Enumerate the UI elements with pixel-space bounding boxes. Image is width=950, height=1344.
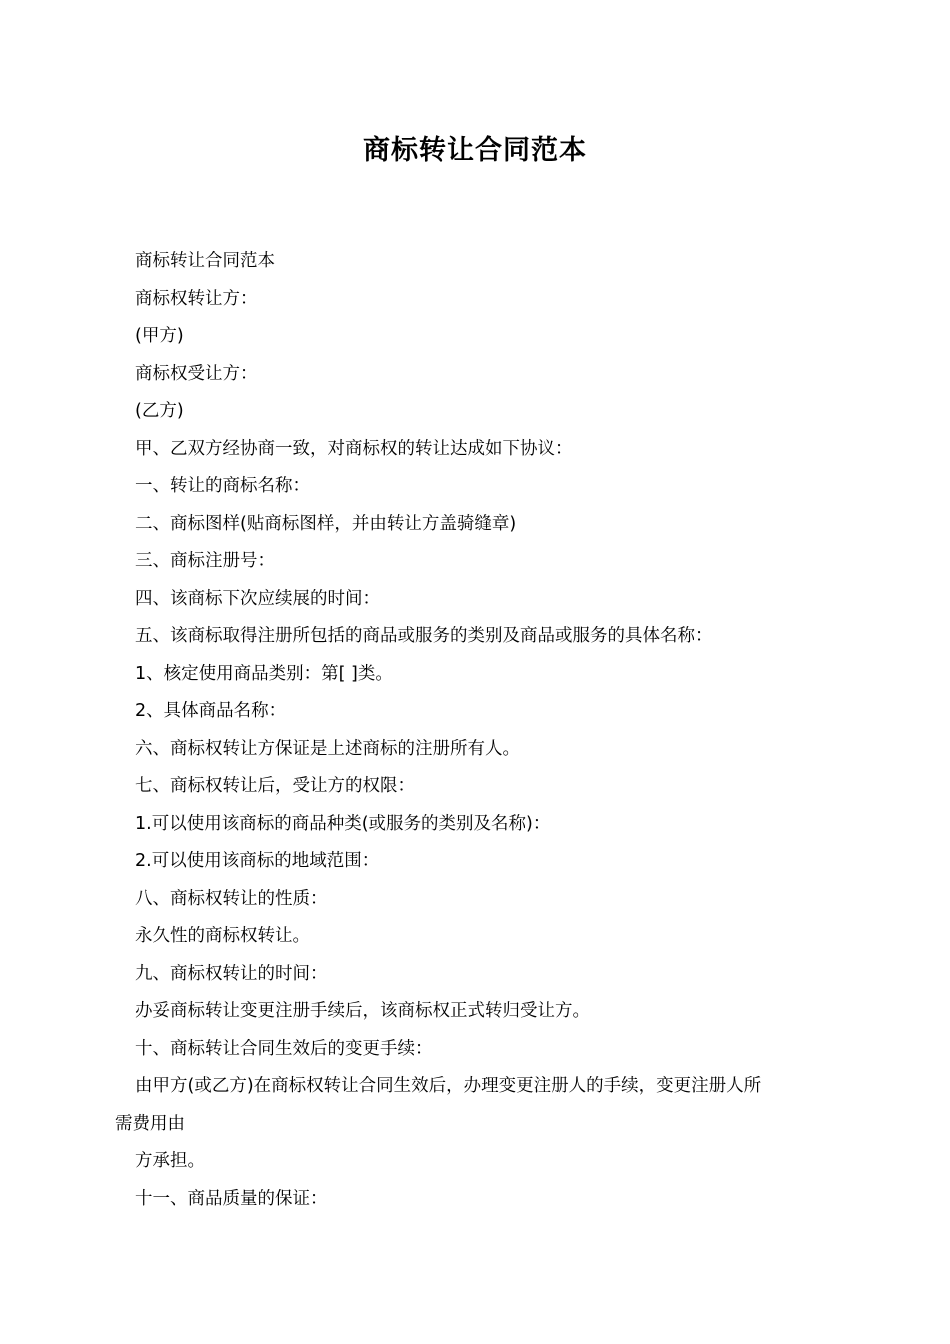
text-line: 商标权转让方：: [135, 288, 258, 309]
text-line: 由甲方(或乙方)在商标权转让合同生效后，办理变更注册人的手续，变更注册人所: [135, 1076, 762, 1096]
text-line: 九、商标权转让的时间：: [135, 963, 328, 984]
text-line: 十一、商品质量的保证：: [135, 1188, 328, 1209]
text-line: 四、该商标下次应续展的时间：: [135, 588, 380, 609]
text-line: 1、核定使用商品类别：第[ ]类。: [135, 663, 393, 684]
text-line: 商标权受让方：: [135, 363, 258, 384]
text-line: (乙方): [135, 401, 184, 421]
text-line: 七、商标权转让后，受让方的权限：: [135, 776, 415, 796]
text-line: 1.可以使用该商标的商品种类(或服务的类别及名称)：: [135, 813, 551, 834]
text-line: 2、具体商品名称：: [135, 701, 287, 721]
text-line: 方承担。: [135, 1151, 205, 1171]
text-line: 2.可以使用该商标的地域范围：: [135, 851, 380, 871]
text-line: 十、商标转让合同生效后的变更手续：: [135, 1038, 433, 1059]
text-line: 二、商标图样(贴商标图样，并由转让方盖骑缝章): [135, 513, 517, 534]
text-line: (甲方): [135, 326, 184, 346]
text-line: 五、该商标取得注册所包括的商品或服务的类别及商品或服务的具体名称：: [135, 626, 713, 646]
text-line: 六、商标权转让方保证是上述商标的注册所有人。: [135, 738, 520, 759]
document-body: [115, 243, 845, 1218]
text-line: 一、转让的商标名称：: [135, 476, 310, 496]
text-line: 三、商标注册号：: [135, 551, 275, 571]
text-line: 办妥商标转让变更注册手续后，该商标权正式转归受让方。: [135, 1001, 590, 1021]
text-line-continuation: 需费用由: [115, 1113, 185, 1134]
text-line: 永久性的商标权转让。: [135, 926, 310, 946]
text-line: 八、商标权转让的性质：: [135, 888, 328, 909]
document-title: 商标转让合同范本: [363, 135, 587, 166]
text-line: 甲、乙双方经协商一致，对商标权的转让达成如下协议：: [135, 438, 573, 459]
text-line: 商标转让合同范本: [135, 251, 275, 271]
